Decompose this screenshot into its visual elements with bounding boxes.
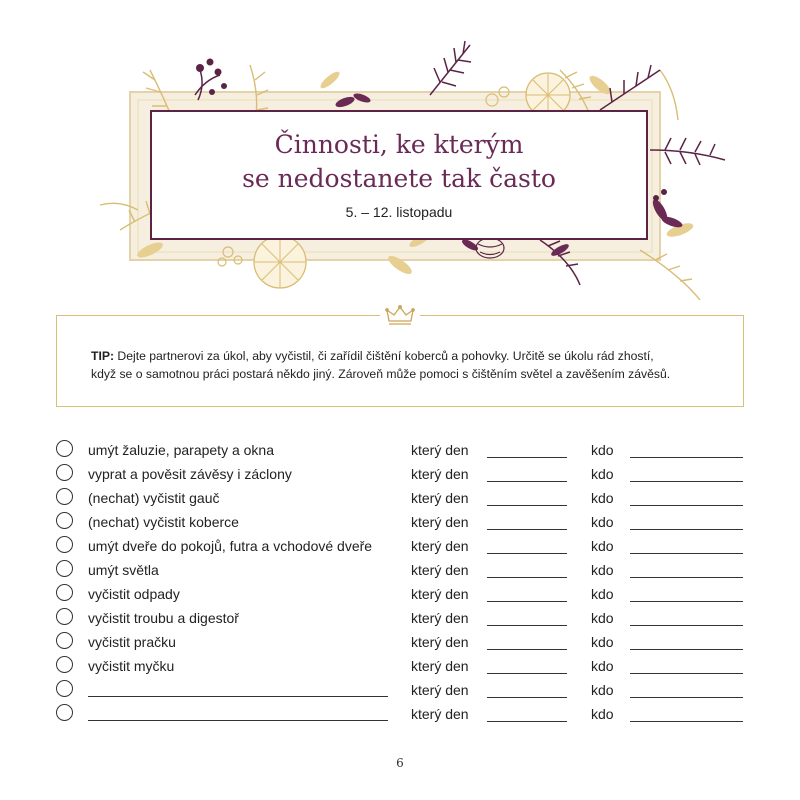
day-blank-line[interactable] <box>487 625 567 626</box>
date-range: 5. – 12. listopadu <box>345 204 453 220</box>
day-label: který den <box>411 562 469 578</box>
who-label: kdo <box>591 586 614 602</box>
task-label: umýt žaluzie, parapety a okna <box>88 442 274 458</box>
day-blank-line[interactable] <box>487 505 567 506</box>
task-row <box>0 462 800 486</box>
who-blank-line[interactable] <box>630 505 743 506</box>
day-blank-line[interactable] <box>487 649 567 650</box>
who-label: kdo <box>591 706 614 722</box>
page-title-line-1: Činnosti, ke kterým <box>274 130 524 159</box>
day-blank-line[interactable] <box>487 553 567 554</box>
circle-checkbox-icon[interactable] <box>56 704 73 721</box>
who-label: kdo <box>591 658 614 674</box>
who-label: kdo <box>591 442 614 458</box>
who-blank-line[interactable] <box>630 553 743 554</box>
title-panel <box>150 110 648 240</box>
who-blank-line[interactable] <box>630 625 743 626</box>
day-blank-line[interactable] <box>487 601 567 602</box>
day-label: který den <box>411 442 469 458</box>
day-blank-line[interactable] <box>487 529 567 530</box>
task-row <box>0 558 800 582</box>
page-number: 6 <box>396 756 404 770</box>
who-label: kdo <box>591 562 614 578</box>
task-row <box>0 582 800 606</box>
tip-label: TIP: <box>91 349 115 363</box>
day-label: který den <box>411 634 469 650</box>
task-blank-line[interactable] <box>88 720 388 721</box>
day-label: který den <box>411 514 469 530</box>
day-blank-line[interactable] <box>487 577 567 578</box>
task-label: vyčistit pračku <box>88 634 176 650</box>
task-label: vyprat a pověsit závěsy i záclony <box>88 466 292 482</box>
task-row <box>0 630 800 654</box>
who-blank-line[interactable] <box>630 673 743 674</box>
task-label: (nechat) vyčistit koberce <box>88 514 239 530</box>
day-label: který den <box>411 706 469 722</box>
tip-line-1: Dejte partnerovi za úkol, aby vyčistil, či zařídil čištění koberců a pohovky. Určitě se úkolu rád zhostí, <box>114 349 654 363</box>
task-label: umýt dveře do pokojů, futra a vchodové dveře <box>88 538 373 554</box>
who-label: kdo <box>591 634 614 650</box>
circle-checkbox-icon[interactable] <box>56 440 73 457</box>
who-label: kdo <box>591 466 614 482</box>
circle-checkbox-icon[interactable] <box>56 560 73 577</box>
circle-checkbox-icon[interactable] <box>56 632 73 649</box>
day-label: který den <box>411 610 469 626</box>
who-label: kdo <box>591 490 614 506</box>
circle-checkbox-icon[interactable] <box>56 464 73 481</box>
task-label: vyčistit myčku <box>88 658 175 674</box>
circle-checkbox-icon[interactable] <box>56 488 73 505</box>
day-blank-line[interactable] <box>487 673 567 674</box>
task-row <box>0 702 800 726</box>
who-label: kdo <box>591 682 614 698</box>
who-label: kdo <box>591 538 614 554</box>
circle-checkbox-icon[interactable] <box>56 608 73 625</box>
task-label: (nechat) vyčistit gauč <box>88 490 220 506</box>
who-blank-line[interactable] <box>630 577 743 578</box>
who-blank-line[interactable] <box>630 529 743 530</box>
task-row <box>0 510 800 534</box>
who-blank-line[interactable] <box>630 457 743 458</box>
who-blank-line[interactable] <box>630 697 743 698</box>
page-title-line-2: se nedostanete tak často <box>242 164 556 193</box>
task-label: umýt světla <box>88 562 159 578</box>
day-blank-line[interactable] <box>487 721 567 722</box>
who-blank-line[interactable] <box>630 601 743 602</box>
who-label: kdo <box>591 514 614 530</box>
tip-line-2: když se o samotnou práci postará někdo jiný. Zároveň může pomoci s čištěním světel a zavěšením závěsů. <box>91 367 671 381</box>
day-blank-line[interactable] <box>487 481 567 482</box>
day-label: který den <box>411 490 469 506</box>
who-blank-line[interactable] <box>630 481 743 482</box>
task-row <box>0 438 800 462</box>
task-blank-line[interactable] <box>88 696 388 697</box>
day-blank-line[interactable] <box>487 697 567 698</box>
tip-box <box>56 315 744 407</box>
day-label: který den <box>411 682 469 698</box>
day-label: který den <box>411 466 469 482</box>
task-label: vyčistit odpady <box>88 586 180 602</box>
circle-checkbox-icon[interactable] <box>56 512 73 529</box>
who-blank-line[interactable] <box>630 721 743 722</box>
day-label: který den <box>411 538 469 554</box>
task-row <box>0 534 800 558</box>
task-label: vyčistit troubu a digestoř <box>88 610 239 626</box>
circle-checkbox-icon[interactable] <box>56 584 73 601</box>
who-label: kdo <box>591 610 614 626</box>
circle-checkbox-icon[interactable] <box>56 656 73 673</box>
tip-text <box>91 347 721 383</box>
task-row <box>0 654 800 678</box>
circle-checkbox-icon[interactable] <box>56 536 73 553</box>
crown-icon <box>380 302 420 328</box>
task-row <box>0 606 800 630</box>
circle-checkbox-icon[interactable] <box>56 680 73 697</box>
day-label: který den <box>411 658 469 674</box>
task-row <box>0 486 800 510</box>
who-blank-line[interactable] <box>630 649 743 650</box>
day-blank-line[interactable] <box>487 457 567 458</box>
day-label: který den <box>411 586 469 602</box>
task-row <box>0 678 800 702</box>
